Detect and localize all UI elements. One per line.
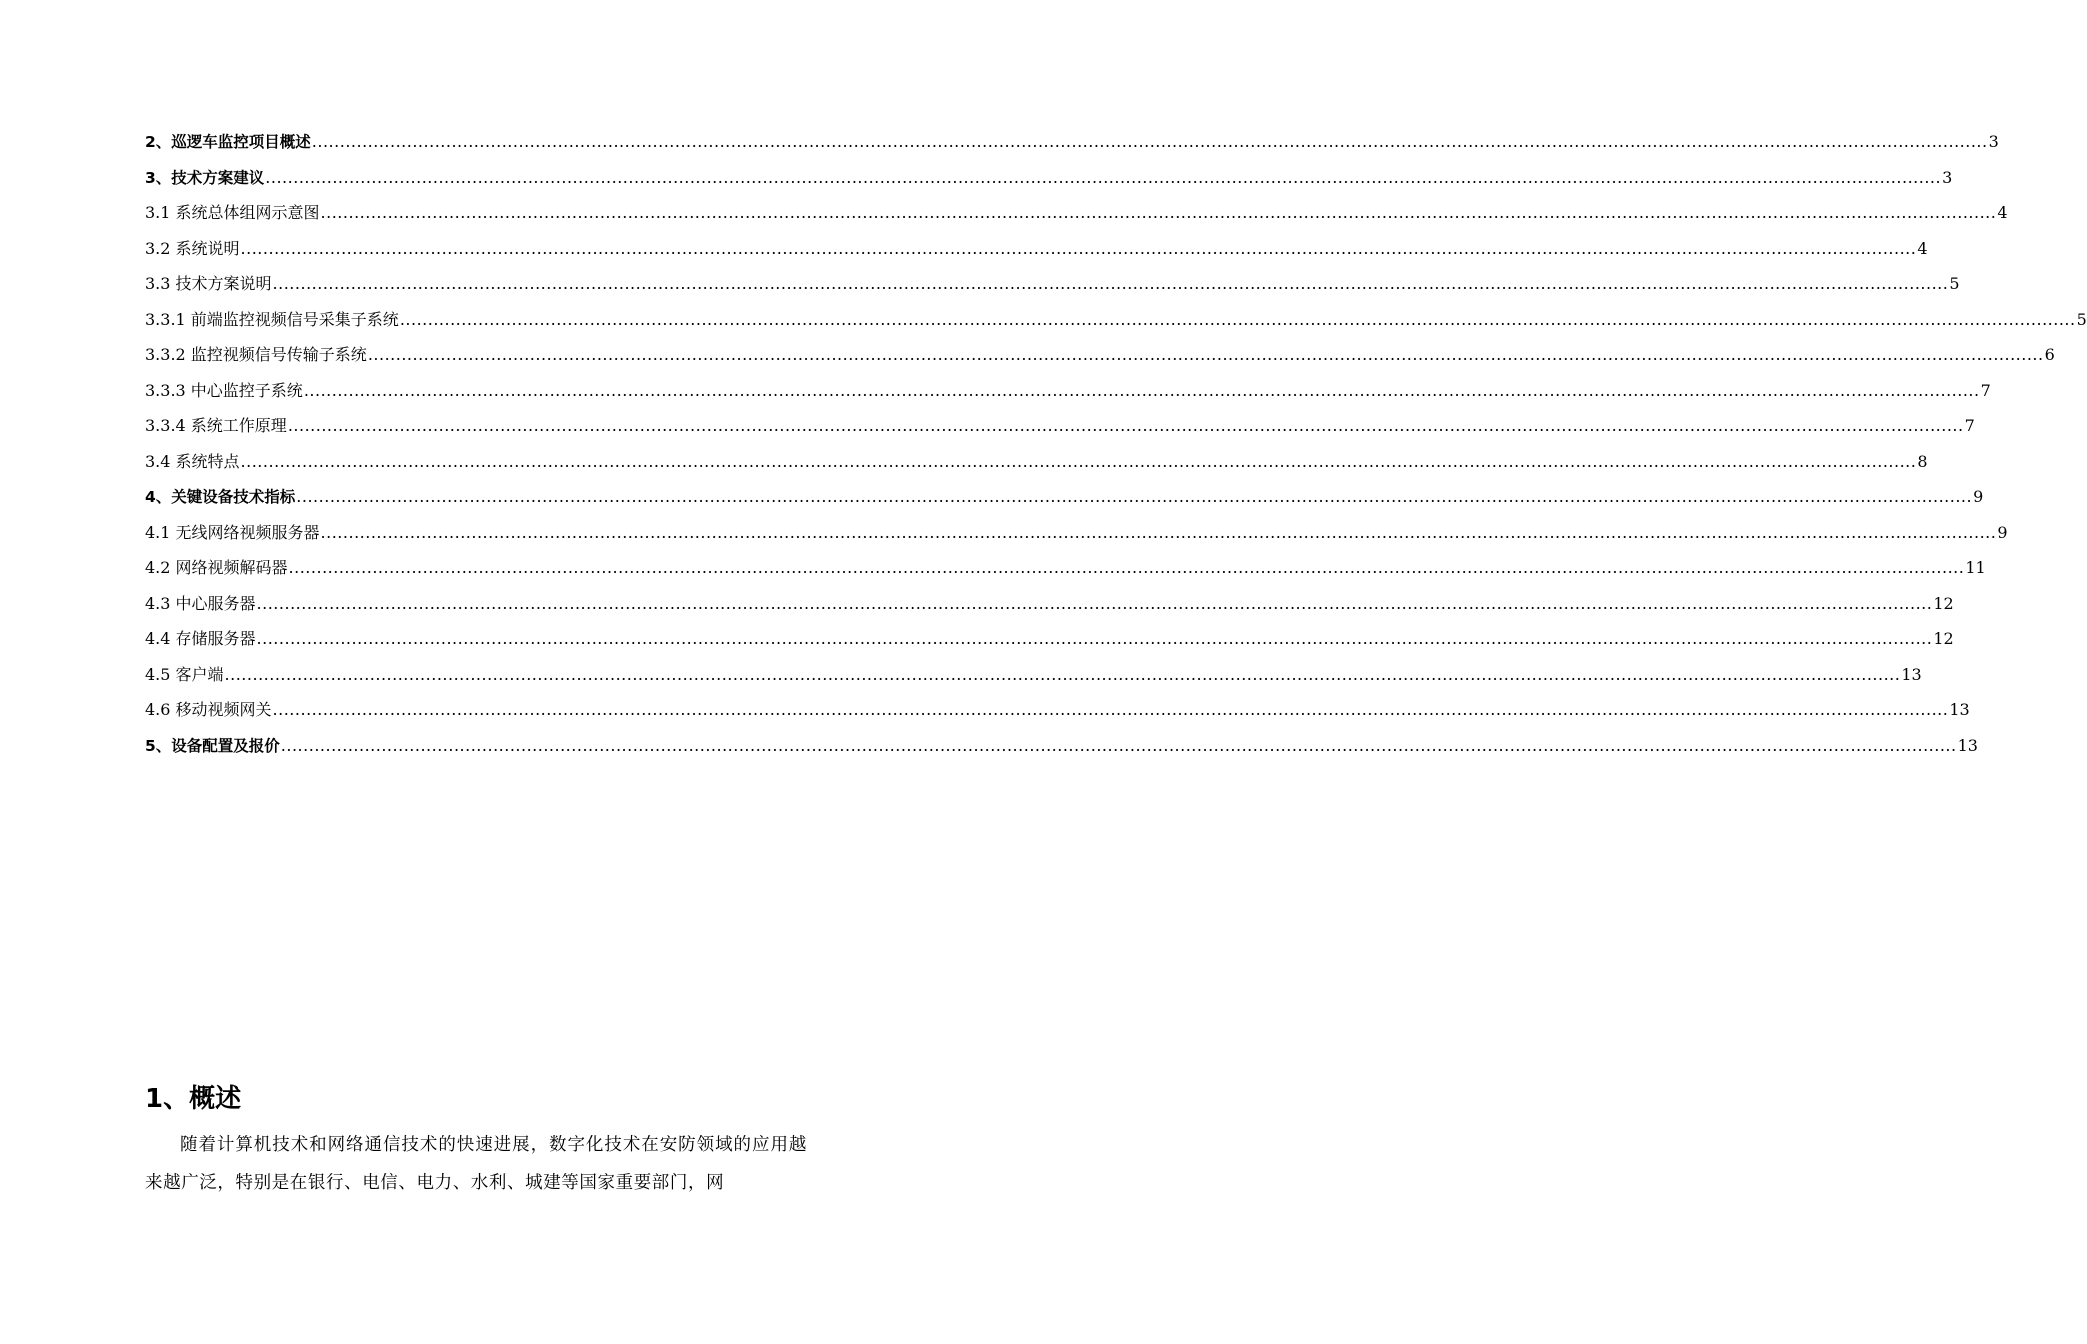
toc-entry-label: 3.3.1 前端监控视频信号采集子系统 (145, 309, 399, 329)
toc-entry-label: 2、巡逻车监控项目概述 (145, 133, 311, 151)
toc-entry[interactable] (145, 231, 1928, 267)
toc-entry[interactable] (145, 586, 1954, 622)
toc-leader-dots: ............................................................................................................................................................................................................................................................................................................ (303, 380, 1980, 400)
toc-entry-page-number: 11 (1965, 558, 1986, 577)
section-paragraph: 随着计算机技术和网络通信技术的快速进展，数字化技术在安防领域的应用越来越广泛，特别是在银行、电信、电力、水利、城建等国家重要部门，网 (145, 1135, 807, 1193)
toc-entry[interactable] (145, 550, 1986, 586)
toc-leader-dots: ............................................................................................................................................................................................................................................................................................................ (367, 345, 2044, 364)
toc-entry-label: 4.2 网络视频解码器 (145, 558, 288, 577)
toc-entry-label: 4.5 客户端 (145, 664, 224, 684)
toc-leader-dots: ............................................................................................................................................................................................................................................................................................................ (224, 664, 1901, 684)
toc-entry[interactable] (145, 266, 1960, 302)
toc-entry-page-number: 7 (1980, 380, 1991, 400)
toc-entry[interactable] (145, 124, 1999, 160)
toc-leader-dots: ............................................................................................................................................................................................................................................................................................................ (256, 593, 1933, 613)
toc-entry-page-number: 12 (1933, 629, 1954, 648)
toc-entry[interactable] (145, 444, 1928, 480)
toc-entry-label: 5、设备配置及报价 (145, 736, 280, 755)
toc-entry-label: 3.3 技术方案说明 (145, 274, 272, 293)
toc-entry-page-number: 8 (1917, 451, 1928, 471)
toc-leader-dots: ............................................................................................................................................................................................................................................................................................................ (320, 522, 1997, 542)
toc-entry-page-number: 13 (1901, 664, 1922, 684)
toc-entry[interactable] (145, 657, 1922, 693)
toc-leader-dots: ............................................................................................................................................................................................................................................................................................................ (240, 238, 1917, 258)
toc-entry-page-number: 3 (1942, 167, 1953, 187)
toc-leader-dots: ............................................................................................................................................................................................................................................................................................................ (399, 309, 2076, 329)
toc-entry-label: 3.1 系统总体组网示意图 (145, 203, 320, 222)
toc-entry-page-number: 9 (1973, 487, 1984, 506)
toc-entry-page-number: 5 (1949, 274, 1960, 293)
toc-entry-page-number: 4 (1997, 203, 2008, 222)
toc-leader-dots: ............................................................................................................................................................................................................................................................................................................ (265, 167, 1942, 187)
section-heading: 1、概述 (145, 1084, 242, 1114)
toc-entry-label: 3.3.2 监控视频信号传输子系统 (145, 345, 367, 364)
toc-leader-dots: ............................................................................................................................................................................................................................................................................................................ (311, 132, 1988, 151)
toc-entry[interactable] (145, 160, 1953, 196)
toc-entry-label: 4.3 中心服务器 (145, 593, 256, 613)
toc-entry-label: 3.2 系统说明 (145, 238, 240, 258)
toc-entry-page-number: 6 (2044, 345, 2055, 364)
table-of-contents (145, 124, 2087, 763)
toc-leader-dots: ............................................................................................................................................................................................................................................................................................................ (280, 735, 1957, 755)
toc-entry-label: 4.6 移动视频网关 (145, 700, 272, 719)
toc-entry[interactable] (145, 373, 1991, 409)
toc-entry-label: 3.3.4 系统工作原理 (145, 416, 287, 435)
toc-leader-dots: ............................................................................................................................................................................................................................................................................................................ (296, 487, 1973, 506)
toc-leader-dots: ............................................................................................................................................................................................................................................................................................................ (320, 203, 1997, 222)
toc-entry-page-number: 13 (1949, 700, 1970, 719)
toc-entry-page-number: 4 (1917, 238, 1928, 258)
toc-entry-page-number: 3 (1988, 132, 1999, 151)
toc-leader-dots: ............................................................................................................................................................................................................................................................................................................ (240, 451, 1917, 471)
toc-entry-page-number: 5 (2076, 309, 2087, 329)
toc-entry-page-number: 9 (1997, 522, 2008, 542)
toc-entry-page-number: 7 (1964, 416, 1975, 435)
toc-entry-label: 4、关键设备技术指标 (145, 488, 296, 506)
toc-entry-label: 3.3.3 中心监控子系统 (145, 380, 303, 400)
toc-leader-dots: ............................................................................................................................................................................................................................................................................................................ (287, 416, 1964, 435)
toc-entry[interactable] (145, 195, 2008, 231)
toc-entry-page-number: 12 (1933, 593, 1954, 613)
toc-entry[interactable] (145, 728, 1978, 764)
toc-entry[interactable] (145, 621, 1954, 657)
toc-entry[interactable] (145, 337, 2055, 373)
toc-leader-dots: ............................................................................................................................................................................................................................................................................................................ (272, 274, 1949, 293)
toc-entry[interactable] (145, 515, 2008, 551)
toc-entry[interactable] (145, 408, 1975, 444)
toc-entry-label: 4.1 无线网络视频服务器 (145, 522, 320, 542)
toc-entry-page-number: 13 (1957, 735, 1978, 755)
toc-leader-dots: ............................................................................................................................................................................................................................................................................................................ (256, 629, 1933, 648)
toc-entry-label: 4.4 存储服务器 (145, 629, 256, 648)
toc-leader-dots: ............................................................................................................................................................................................................................................................................................................ (272, 700, 1949, 719)
toc-entry[interactable] (145, 692, 1970, 728)
toc-entry-label: 3、技术方案建议 (145, 168, 265, 187)
toc-entry[interactable] (145, 479, 1984, 515)
toc-leader-dots: ............................................................................................................................................................................................................................................................................................................ (288, 558, 1965, 577)
toc-entry-label: 3.4 系统特点 (145, 451, 240, 471)
toc-entry[interactable] (145, 302, 2087, 338)
